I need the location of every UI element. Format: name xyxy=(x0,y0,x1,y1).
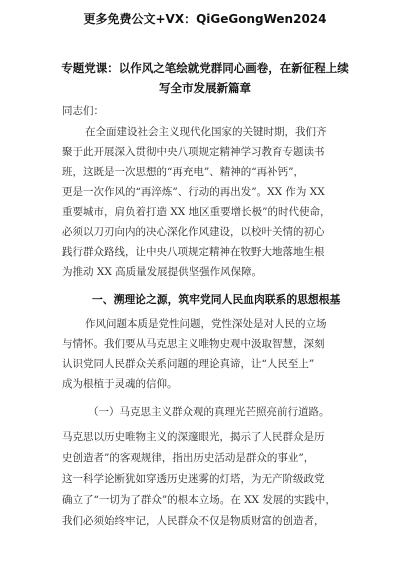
paragraph-line: 更是一次作风的“再淬炼”、行动的再出发”。XX 作为 XX xyxy=(62,186,325,198)
paragraph-line: 史创造者”的客观规律，指出历史活动是群众的事业”， xyxy=(62,452,315,464)
paragraph-line: 践行群众路线，让中央八项规定精神在牧野大地落地生根 xyxy=(62,246,325,258)
paragraph-line: 聚于此开展深入贯彻中央八项规定精神学习教育专题读书 xyxy=(62,146,325,158)
paragraph-line: 班，这既是一次思想的“再充电”、精神的“再补钙”， xyxy=(62,166,304,178)
paragraph-line: 与情怀。我们要从马克思主义唯物史观中汲取智慧，深刻 xyxy=(62,338,325,350)
paragraph-line: 确立了“一切为了群众”的根本立场。在 XX 发展的实践中， xyxy=(62,494,336,506)
paragraph-line: 必须以刀刃向内的决心深化作风建设，以校叶关情的初心 xyxy=(62,226,325,238)
paragraph-line: 在全面建设社会主义现代化国家的关键时期，我们齐 xyxy=(85,126,327,138)
paragraph-line: 重要城市，肩负着打造 XX 地区重要增长极”的时代使命， xyxy=(62,206,331,218)
salutation: 同志们： xyxy=(62,105,104,117)
paragraph-line: 作风问题本质是党性问题，党性深处是对人民的立场 xyxy=(85,318,327,330)
paragraph-line: 成为根植于灵魂的信仰。 xyxy=(62,378,178,390)
paragraph-line: 这一科学论断犹如穿透历史迷雾的灯塔，为无产阶级政党 xyxy=(62,473,325,485)
paragraph-line: 认识党同人民群众关系问题的理论真谛，让“人民至上” xyxy=(62,358,315,370)
title-line-2: 写全市发展新篇章 xyxy=(159,81,251,95)
paragraph-line: 我们必须始终牢记，人民群众不仅是物质财富的创造者， xyxy=(62,515,325,527)
section-heading: 一、溯理论之源，筑牢党同人民血肉联系的思想根基 xyxy=(92,293,341,306)
subsection-heading: （一）马克思主义群众观的真理光芒照亮前行道路。 xyxy=(88,406,330,418)
paragraph-line: 为推动 XX 高质量发展提供坚强作风保障。 xyxy=(62,266,263,278)
paragraph-line: 马克思以历史唯物主义的深邃眼光，揭示了人民群众是历 xyxy=(62,431,325,443)
title-line-1: 专题党课：以作风之笔绘就党群同心画卷，在新征程上续 xyxy=(61,61,349,75)
watermark-text: 更多免费公文+VX：QiGeGongWen2024 xyxy=(83,12,327,26)
